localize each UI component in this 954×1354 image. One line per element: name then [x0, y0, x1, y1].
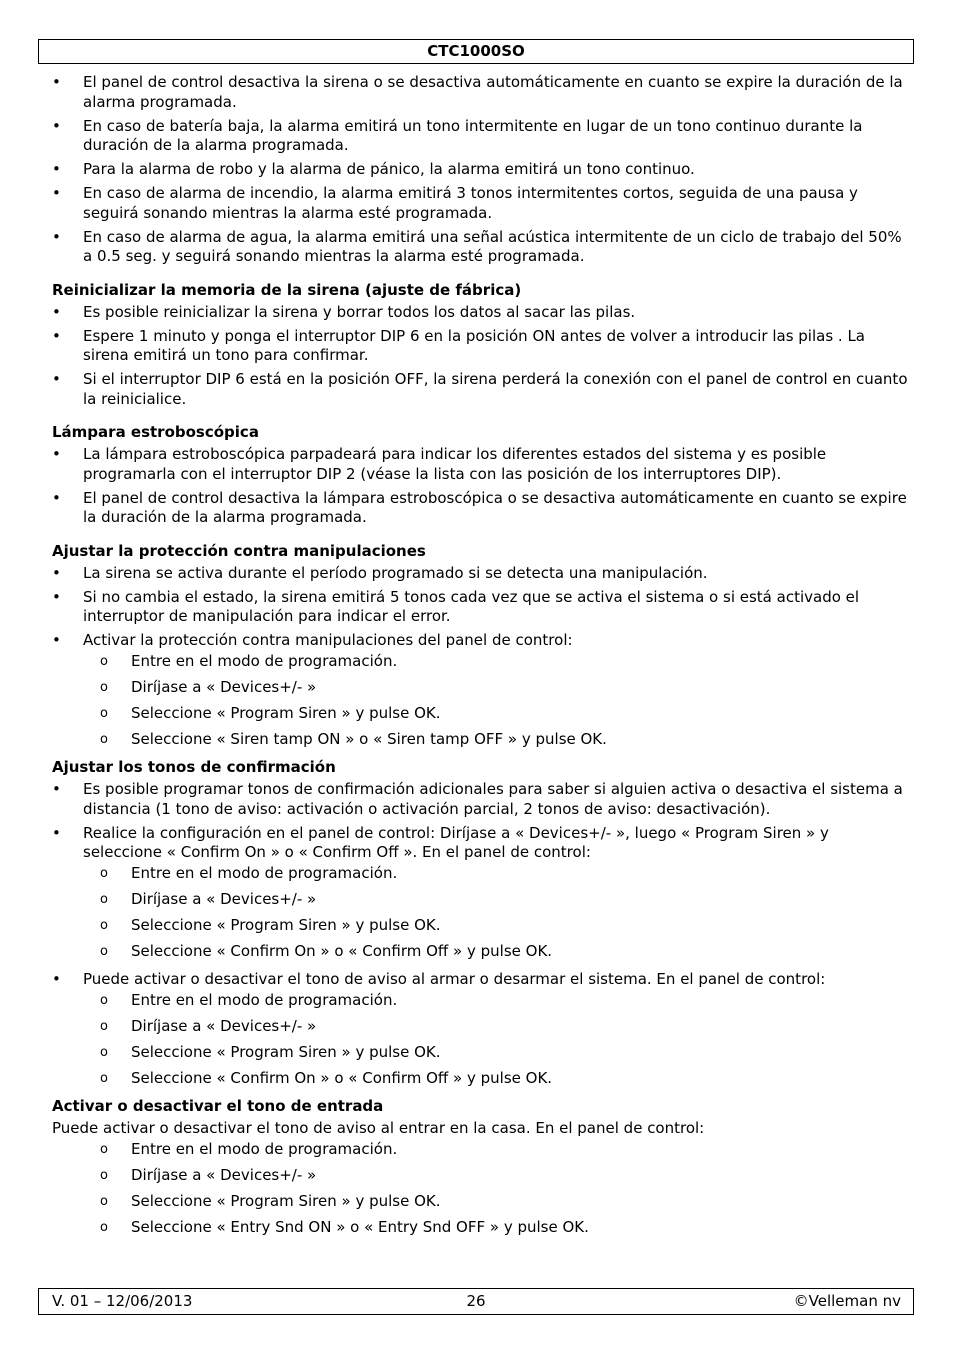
list-item: • Si no cambia el estado, la sirena emitirá 5 tonos cada vez que se activa el sistema o si está activado el interruptor de manipulación para indicar el error.	[52, 587, 860, 625]
step-item: o Seleccione « Confirm On » o « Confirm Off » y pulse OK.	[100, 1068, 553, 1087]
step-item: o Entre en el modo de programación.	[100, 651, 398, 670]
reset-bullet-list	[52, 303, 912, 410]
step-item: o Entre en el modo de programación.	[100, 990, 398, 1009]
step-item: o Seleccione « Program Siren » y pulse OK.	[100, 915, 441, 934]
section-heading-reset: Reinicializar la memoria de la sirena (ajuste de fábrica)	[52, 280, 522, 299]
list-item: • Espere 1 minuto y ponga el interruptor DIP 6 en la posición ON antes de volver a introducir las pilas . La sirena emitirá un tono para confirmar.	[52, 326, 865, 364]
list-item: • Si el interruptor DIP 6 está en la posición OFF, la sirena perderá la conexión con el panel de control en cuanto la reinicialice.	[52, 370, 908, 408]
confirm-bullet-list	[52, 780, 912, 1088]
list-item: • La sirena se activa durante el período programado si se detecta una manipulación.	[52, 563, 708, 582]
list-item: • En caso de alarma de incendio, la alarma emitirá 3 tonos intermitentes cortos, seguida de una pausa y seguirá sonando mientras la alarma esté programada.	[52, 184, 858, 222]
list-item: • El panel de control desactiva la lámpara estroboscópica o se desactiva automáticamente en cuanto se expire la duración de la alarma programada.	[52, 488, 907, 526]
intro-bullet-list	[52, 73, 912, 267]
list-item: • Es posible programar tonos de confirmación adicionales para saber si alguien activa o desactiva el sistema a distancia (1 tono de aviso: activación o activación parcial, 2 tonos de aviso: desactivación).	[52, 780, 903, 818]
entry-steps-list	[83, 1140, 912, 1238]
section-heading-tamper: Ajustar la protección contra manipulaciones	[52, 541, 426, 560]
step-item: o Seleccione « Program Siren » y pulse OK.	[100, 1042, 441, 1061]
list-item: • Para la alarma de robo y la alarma de pánico, la alarma emitirá un tono continuo.	[52, 160, 695, 178]
confirm-steps-list-2	[83, 991, 912, 1089]
list-item: • El panel de control desactiva la sirena o se desactiva automáticamente en cuanto se expire la duración de la alarma programada.	[52, 73, 903, 111]
list-item: • En caso de batería baja, la alarma emitirá un tono intermitente en lugar de un tono continuo durante la duración de la alarma programada.	[52, 116, 863, 154]
list-item: • Realice la configuración en el panel de control: Diríjase a « Devices+/- », luego « Program Siren » y seleccione « Confirm On » o « Confirm Off ». En el panel de control: o Entre en el modo de programación. o Diríjase a « Devices+/- » o Seleccione « Program Siren » y pulse OK. o Seleccione « Confirm On » o « Confirm Off » y pulse OK.	[52, 824, 912, 962]
step-item: o Seleccione « Program Siren » y pulse OK.	[100, 1191, 441, 1210]
step-item: o Diríjase a « Devices+/- »	[100, 1165, 317, 1184]
step-item: o Diríjase a « Devices+/- »	[100, 889, 317, 908]
step-item: o Entre en el modo de programación.	[100, 1139, 398, 1158]
footer-copyright: ©Velleman nv	[793, 1292, 901, 1310]
confirm-steps-list	[83, 864, 912, 962]
step-item: o Diríjase a « Devices+/- »	[100, 677, 317, 696]
entry-intro-text: Puede activar o desactivar el tono de aviso al entrar en la casa. En el panel de control:	[52, 1119, 705, 1137]
list-item: • Puede activar o desactivar el tono de aviso al armar o desarmar el sistema. En el panel de control: o Entre en el modo de programación. o Diríjase a « Devices+/- » o Seleccione « Program Siren » y pulse OK. o Seleccione « Confirm On » o « Confirm Off » y pulse OK.	[52, 970, 912, 1088]
step-item: o Diríjase a « Devices+/- »	[100, 1016, 317, 1035]
step-item: o Seleccione « Confirm On » o « Confirm Off » y pulse OK.	[100, 941, 553, 960]
step-item: o Seleccione « Entry Snd ON » o « Entry Snd OFF » y pulse OK.	[100, 1217, 589, 1236]
step-item: o Entre en el modo de programación.	[100, 863, 398, 882]
section-heading-entry: Activar o desactivar el tono de entrada	[52, 1097, 384, 1115]
list-item: • En caso de alarma de agua, la alarma emitirá una señal acústica intermitente de un ciclo de trabajo del 50% a 0.5 seg. y seguirá sonando mientras la alarma esté programada.	[52, 227, 902, 265]
list-item: • La lámpara estroboscópica parpadeará para indicar los diferentes estados del sistema y es posible programarla con el interruptor DIP 2 (véase la lista con las posición de los interruptores DIP).	[52, 445, 827, 483]
section-heading-strobe: Lámpara estroboscópica	[52, 423, 259, 441]
list-item: • Activar la protección contra manipulaciones del panel de control: o Entre en el modo de programación. o Diríjase a « Devices+/- » o Seleccione « Program Siren » y pulse OK. o Seleccione « Siren tamp ON » o « Siren tamp OFF » y pulse OK.	[52, 631, 912, 749]
list-item: • Es posible reinicializar la sirena y borrar todos los datos al sacar las pilas.	[52, 302, 636, 321]
strobe-bullet-list	[52, 445, 912, 528]
tamper-steps-list	[83, 652, 912, 750]
footer-page-number: 26	[466, 1292, 486, 1310]
page-header	[38, 39, 914, 64]
page-footer	[38, 1288, 914, 1315]
document-model-title: CTC1000SO	[427, 42, 525, 60]
step-item: o Seleccione « Siren tamp ON » o « Siren tamp OFF » y pulse OK.	[100, 729, 607, 748]
step-item: o Seleccione « Program Siren » y pulse OK.	[100, 703, 441, 722]
footer-version: V. 01 – 12/06/2013	[52, 1292, 193, 1310]
tamper-bullet-list	[52, 564, 912, 750]
section-heading-confirm: Ajustar los tonos de confirmación	[52, 758, 336, 776]
page-content	[52, 73, 912, 1246]
